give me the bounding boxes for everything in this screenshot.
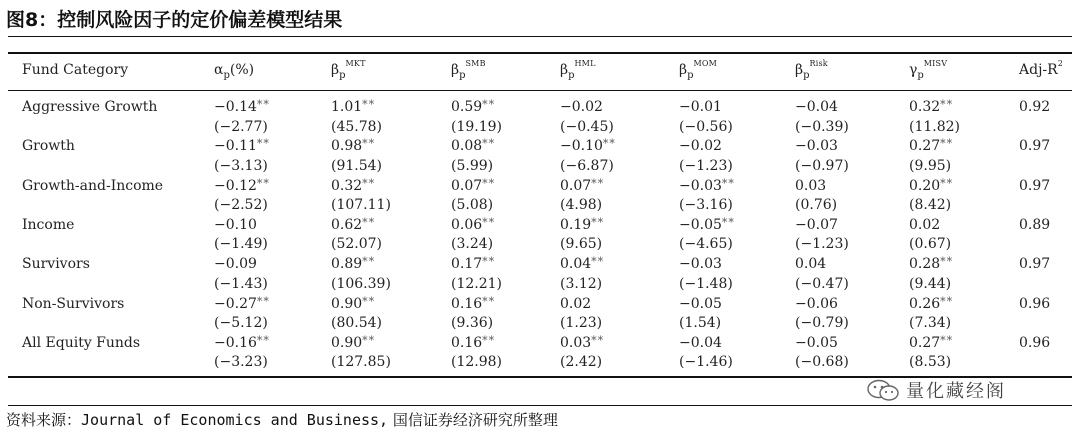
coefficient-cell (679, 136, 722, 157)
coefficient-value: −0.03 (679, 256, 722, 273)
table-row (0, 215, 1080, 235)
coefficient-cell (214, 97, 270, 118)
t-statistic-cell: (80.54) (331, 315, 383, 331)
table-row (0, 254, 1080, 274)
coefficient-value: −0.06 (795, 295, 838, 312)
header-beta-mom-sup: MOM (693, 59, 718, 68)
t-statistic-cell: (−1.49) (214, 236, 268, 253)
t-statistic-cell: (11.82) (909, 118, 961, 135)
header-beta-mkt-sup: MKT (345, 59, 366, 68)
coefficient-value: 0.96 (1019, 295, 1051, 312)
significance-stars: ** (591, 176, 605, 190)
coefficient-cell (560, 294, 591, 315)
significance-stars: ** (256, 137, 270, 151)
header-adj-r2-base: Adj-R (1019, 62, 1058, 78)
table-header (0, 60, 1080, 80)
coefficient-value: −0.14 (214, 99, 257, 115)
wechat-icon (866, 378, 900, 402)
header-beta-smb-sup: SMB (465, 59, 486, 68)
coefficient-value: 0.08 (451, 138, 483, 155)
table-row (0, 136, 1080, 156)
header-beta-hml-base: β (560, 62, 569, 78)
source-body: Journal of Economics and Business, (81, 411, 389, 429)
coefficient-value: 0.92 (1019, 99, 1051, 115)
significance-stars: ** (482, 215, 496, 229)
coefficient-cell (331, 294, 375, 315)
coefficient-cell (214, 136, 270, 157)
coefficient-value: −0.04 (795, 99, 838, 115)
coefficient-value: −0.01 (679, 99, 722, 115)
coefficient-value: 0.89 (331, 256, 363, 273)
coefficient-value: −0.10 (214, 216, 257, 233)
figure-title: 图8：控制风险因子的定价偏差模型结果 (6, 9, 343, 31)
coefficient-cell (909, 254, 953, 275)
coefficient-value: 0.02 (909, 216, 941, 233)
fund-category-cell: All Equity Funds (22, 334, 141, 351)
coefficient-value: 0.04 (795, 256, 827, 273)
header-alpha-sub: p (223, 70, 230, 81)
coefficient-cell (451, 294, 495, 315)
t-statistic-cell: (9.65) (560, 236, 603, 253)
table-row (0, 97, 1080, 117)
coefficient-value: −0.02 (679, 138, 722, 155)
coefficient-cell (331, 136, 375, 157)
t-statistic-cell: (−0.68) (795, 354, 849, 371)
coefficient-value: −0.11 (214, 138, 257, 155)
coefficient-cell (214, 333, 270, 354)
coefficient-cell (214, 294, 270, 315)
t-statistic-cell: (−2.77) (214, 118, 268, 135)
coefficient-value: −0.02 (560, 99, 603, 115)
header-gamma-misv-sup: MISV (923, 59, 948, 68)
coefficient-cell (451, 215, 495, 236)
coefficient-value: −0.12 (214, 177, 257, 194)
title-rule (8, 36, 1072, 37)
coefficient-cell (1019, 176, 1050, 197)
coefficient-value: 0.06 (451, 216, 483, 233)
coefficient-cell (909, 136, 953, 157)
significance-stars: ** (602, 137, 616, 151)
fund-category-cell: Aggressive Growth (22, 99, 158, 115)
t-statistic-cell: (127.85) (331, 354, 391, 371)
t-statistic-cell: (−3.16) (679, 197, 733, 214)
significance-stars: ** (482, 98, 496, 111)
coefficient-value: −0.03 (795, 138, 838, 155)
header-beta-hml-sup: HML (574, 59, 596, 68)
coefficient-cell (795, 176, 826, 197)
header-gamma-misv (909, 60, 947, 82)
t-statistic-cell: (0.76) (795, 197, 838, 214)
header-beta-mkt-base: β (331, 62, 340, 78)
significance-stars: ** (721, 215, 735, 229)
t-statistic-cell: (−1.48) (679, 275, 733, 292)
coefficient-value: 0.16 (451, 334, 483, 351)
coefficient-value: −0.05 (795, 334, 838, 351)
coefficient-value: 0.17 (451, 256, 483, 273)
table-row (0, 294, 1080, 314)
coefficient-value: −0.05 (679, 295, 722, 312)
coefficient-cell (909, 97, 953, 118)
t-statistic-cell: (8.53) (909, 354, 952, 371)
coefficient-cell (909, 215, 940, 236)
significance-stars: ** (591, 255, 605, 269)
table-row-tstat (0, 352, 1080, 372)
coefficient-cell (451, 97, 495, 118)
watermark-text: 量化藏经阁 (906, 381, 1006, 402)
significance-stars: ** (591, 215, 605, 229)
coefficient-cell (679, 333, 722, 354)
coefficient-value: −0.09 (214, 256, 257, 273)
coefficient-cell (795, 97, 838, 118)
coefficient-cell (560, 254, 604, 275)
coefficient-cell (795, 294, 838, 315)
coefficient-value: 0.98 (331, 138, 363, 155)
fund-category-cell: Survivors (22, 256, 90, 273)
header-beta-hml (560, 60, 596, 82)
coefficient-cell (331, 254, 375, 275)
coefficient-cell (1019, 333, 1050, 354)
t-statistic-cell: (52.07) (331, 236, 383, 253)
significance-stars: ** (256, 333, 270, 347)
significance-stars: ** (482, 294, 496, 308)
coefficient-cell (909, 333, 953, 354)
t-statistic-cell: (107.11) (331, 197, 391, 214)
significance-stars: ** (940, 255, 954, 269)
coefficient-value: 0.27 (909, 138, 941, 155)
table-top-rule (8, 52, 1072, 54)
t-statistic-cell: (7.34) (909, 315, 952, 331)
t-statistic-cell: (4.98) (560, 197, 603, 214)
coefficient-cell (560, 97, 603, 118)
coefficient-cell (679, 294, 722, 315)
coefficient-value: −0.10 (560, 138, 603, 155)
header-alpha-base: α (214, 62, 224, 78)
header-gamma-misv-base: γ (909, 62, 918, 78)
coefficient-value: 0.97 (1019, 177, 1051, 194)
significance-stars: ** (940, 333, 954, 347)
coefficient-cell (331, 333, 375, 354)
source-note (6, 409, 558, 430)
header-beta-smb-base: β (451, 62, 460, 78)
coefficient-cell (679, 215, 735, 236)
coefficient-cell (331, 176, 375, 197)
coefficient-value: 0.32 (909, 99, 941, 115)
coefficient-value: 0.26 (909, 295, 941, 312)
t-statistic-cell: (−6.87) (560, 157, 614, 174)
t-statistic-cell: (−0.45) (560, 118, 614, 135)
coefficient-value: −0.16 (214, 334, 257, 351)
header-beta-mom (679, 60, 717, 82)
header-alpha-unit: (%) (229, 62, 255, 78)
coefficient-value: 0.07 (451, 177, 483, 194)
header-beta-mom-sub: p (687, 70, 694, 81)
t-statistic-cell: (91.54) (331, 157, 383, 174)
coefficient-cell (214, 215, 257, 236)
coefficient-cell (451, 136, 495, 157)
header-fund-category: Fund Category (22, 62, 129, 78)
t-statistic-cell: (−0.47) (795, 275, 849, 292)
significance-stars: ** (362, 176, 376, 190)
t-statistic-cell: (−0.56) (679, 118, 733, 135)
coefficient-cell (1019, 254, 1050, 275)
t-statistic-cell: (−0.97) (795, 157, 849, 174)
header-beta-mkt (331, 60, 366, 82)
header-beta-hml-sub: p (568, 70, 575, 81)
table-row-tstat (0, 234, 1080, 254)
significance-stars: ** (362, 333, 376, 347)
significance-stars: ** (362, 255, 376, 269)
t-statistic-cell: (5.99) (451, 157, 494, 174)
t-statistic-cell: (3.12) (560, 275, 603, 292)
fund-category-cell: Non-Survivors (22, 295, 125, 312)
t-statistic-cell: (9.36) (451, 315, 494, 331)
coefficient-value: 0.90 (331, 295, 363, 312)
t-statistic-cell: (−0.79) (795, 315, 849, 331)
coefficient-value: 0.32 (331, 177, 363, 194)
coefficient-cell (909, 294, 953, 315)
t-statistic-cell: (5.08) (451, 197, 494, 214)
header-adj-r2 (1019, 60, 1063, 82)
t-statistic-cell: (1.23) (560, 315, 603, 331)
coefficient-value: 0.07 (560, 177, 592, 194)
t-statistic-cell: (8.42) (909, 197, 952, 214)
coefficient-cell (451, 176, 495, 197)
t-statistic-cell: (−3.13) (214, 157, 268, 174)
coefficient-cell (795, 333, 838, 354)
coefficient-cell (451, 333, 495, 354)
significance-stars: ** (256, 176, 270, 190)
coefficient-cell (909, 176, 953, 197)
significance-stars: ** (940, 137, 954, 151)
significance-stars: ** (482, 137, 496, 151)
coefficient-value: 0.20 (909, 177, 941, 194)
header-beta-risk-sub: p (803, 70, 810, 81)
table-row-tstat (0, 117, 1080, 137)
coefficient-cell (214, 176, 270, 197)
significance-stars: ** (940, 294, 954, 308)
t-statistic-cell: (−5.12) (214, 315, 268, 331)
header-beta-risk (795, 60, 828, 82)
t-statistic-cell: (12.21) (451, 275, 503, 292)
t-statistic-cell: (3.24) (451, 236, 494, 253)
coefficient-value: 0.04 (560, 256, 592, 273)
watermark (866, 376, 1006, 404)
coefficient-cell (795, 136, 838, 157)
header-beta-mkt-sub: p (339, 70, 346, 81)
coefficient-cell (560, 176, 604, 197)
coefficient-cell (560, 136, 616, 157)
t-statistic-cell: (9.95) (909, 157, 952, 174)
fund-category-cell: Growth-and-Income (22, 177, 164, 194)
table-header-rule (8, 90, 1072, 91)
header-beta-mom-base: β (679, 62, 688, 78)
fund-category-cell: Growth (22, 138, 75, 155)
t-statistic-cell: (−1.46) (679, 354, 733, 371)
coefficient-value: 0.27 (909, 334, 941, 351)
coefficient-cell (331, 97, 375, 118)
header-adj-r2-sup: 2 (1057, 59, 1063, 68)
t-statistic-cell: (45.78) (331, 118, 383, 135)
t-statistic-cell: (−1.43) (214, 275, 268, 292)
coefficient-cell (1019, 136, 1050, 157)
coefficient-value: −0.07 (795, 216, 838, 233)
significance-stars: ** (940, 98, 954, 111)
significance-stars: ** (362, 215, 376, 229)
coefficient-cell (331, 215, 375, 236)
coefficient-value: −0.05 (679, 216, 722, 233)
significance-stars: ** (362, 294, 376, 308)
coefficient-value: 1.01 (331, 99, 363, 115)
table-row-tstat (0, 195, 1080, 215)
coefficient-value: 0.59 (451, 99, 483, 115)
t-statistic-cell: (19.19) (451, 118, 503, 135)
t-statistic-cell: (1.54) (679, 315, 722, 331)
header-beta-smb-sub: p (459, 70, 466, 81)
significance-stars: ** (721, 176, 735, 190)
coefficient-cell (560, 215, 604, 236)
table-row (0, 333, 1080, 353)
source-suffix: 国信证券经济研究所整理 (388, 411, 558, 429)
coefficient-cell (795, 254, 826, 275)
coefficient-value: 0.97 (1019, 256, 1051, 273)
header-beta-risk-base: β (795, 62, 804, 78)
fund-category-cell: Income (22, 216, 75, 233)
coefficient-cell (1019, 97, 1050, 118)
coefficient-value: 0.96 (1019, 334, 1051, 351)
significance-stars: ** (362, 98, 376, 111)
significance-stars: ** (362, 137, 376, 151)
coefficient-value: 0.90 (331, 334, 363, 351)
t-statistic-cell: (−4.65) (679, 236, 733, 253)
coefficient-cell (679, 176, 735, 197)
table-row (0, 176, 1080, 196)
header-alpha (214, 60, 254, 82)
header-gamma-misv-sub: p (917, 70, 924, 81)
coefficient-value: 0.97 (1019, 138, 1051, 155)
coefficient-cell (679, 97, 722, 118)
coefficient-cell (679, 254, 722, 275)
t-statistic-cell: (−2.52) (214, 197, 268, 214)
coefficient-value: 0.62 (331, 216, 363, 233)
significance-stars: ** (591, 333, 605, 347)
significance-stars: ** (256, 294, 270, 308)
coefficient-cell (1019, 294, 1050, 315)
coefficient-value: 0.02 (560, 295, 592, 312)
t-statistic-cell: (−1.23) (679, 157, 733, 174)
coefficient-value: −0.27 (214, 295, 257, 312)
t-statistic-cell: (12.98) (451, 354, 503, 371)
coefficient-value: 0.03 (795, 177, 827, 194)
t-statistic-cell: (−0.39) (795, 118, 849, 135)
t-statistic-cell: (2.42) (560, 354, 603, 371)
t-statistic-cell: (9.44) (909, 275, 952, 292)
source-prefix: 资料来源： (6, 411, 82, 429)
table-row-tstat (0, 156, 1080, 176)
significance-stars: ** (256, 98, 270, 111)
table-row-tstat (0, 313, 1080, 333)
coefficient-value: 0.19 (560, 216, 592, 233)
coefficient-value: 0.89 (1019, 216, 1051, 233)
coefficient-cell (560, 333, 604, 354)
significance-stars: ** (482, 333, 496, 347)
coefficient-cell (795, 215, 838, 236)
t-statistic-cell: (0.67) (909, 236, 952, 253)
coefficient-cell (214, 254, 257, 275)
significance-stars: ** (482, 176, 496, 190)
source-rule (8, 405, 1072, 406)
significance-stars: ** (482, 255, 496, 269)
coefficient-value: 0.16 (451, 295, 483, 312)
table-row-tstat (0, 274, 1080, 294)
coefficient-cell (1019, 215, 1050, 236)
coefficient-value: −0.03 (679, 177, 722, 194)
coefficient-value: 0.28 (909, 256, 941, 273)
t-statistic-cell: (−3.23) (214, 354, 268, 371)
significance-stars: ** (940, 176, 954, 190)
header-beta-risk-sup: Risk (809, 59, 828, 68)
t-statistic-cell: (−1.23) (795, 236, 849, 253)
t-statistic-cell: (106.39) (331, 275, 391, 292)
coefficient-value: 0.03 (560, 334, 592, 351)
coefficient-cell (451, 254, 495, 275)
header-beta-smb (451, 60, 486, 82)
coefficient-value: −0.04 (679, 334, 722, 351)
